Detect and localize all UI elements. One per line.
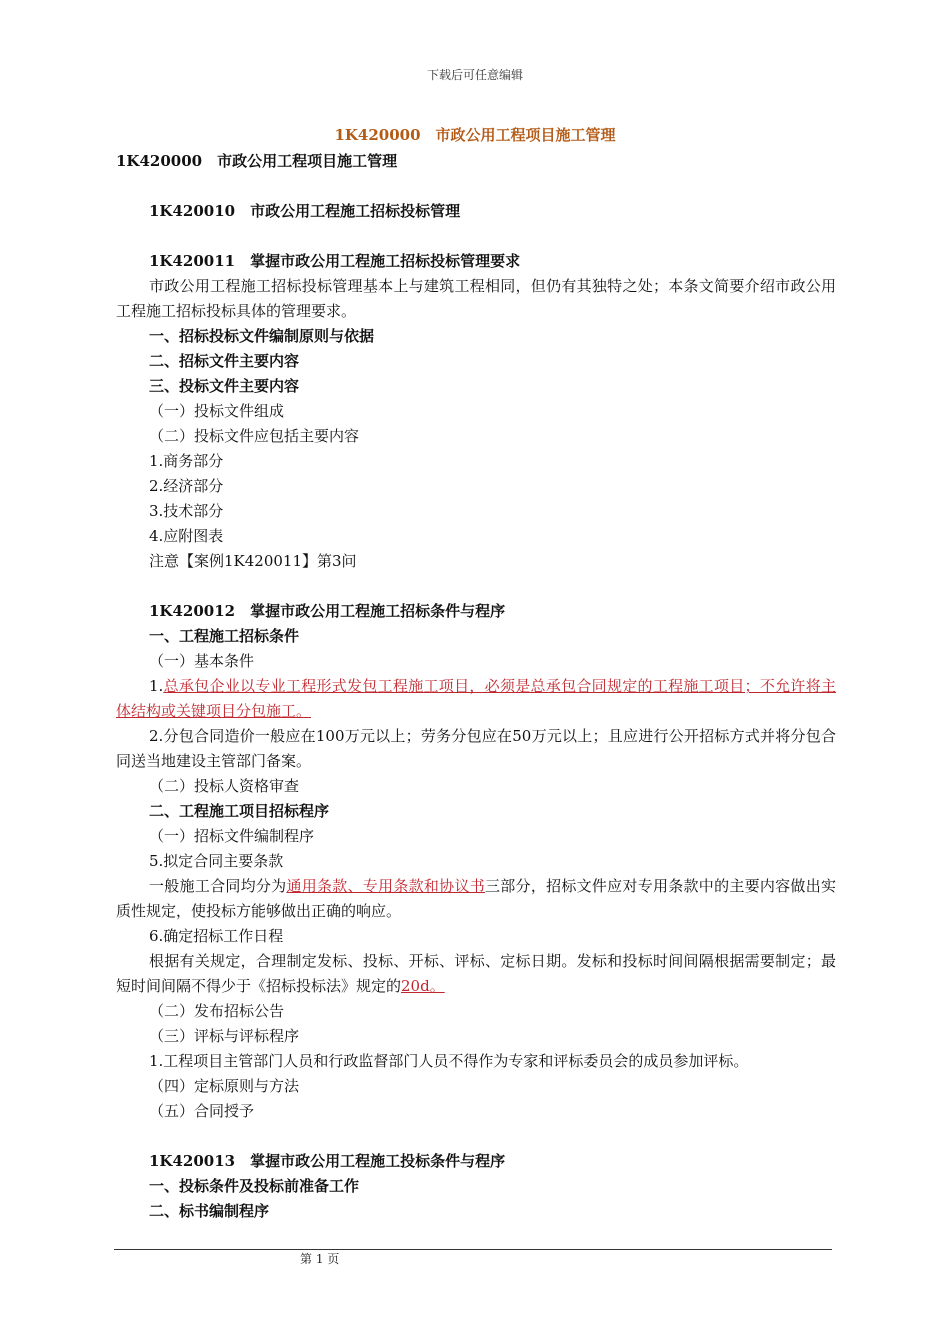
highlighted-text: 总承包企业以专业工程形式发包工程施工项目，必须是总承包合同规定的工程施工项目；不允许将主体结构或关键项目分包施工。 <box>116 677 836 720</box>
subsection-heading: 1K420011 掌握市政公用工程施工招标投标管理要求 <box>149 252 521 270</box>
chapter-heading: 1K420000 市政公用工程项目施工管理 <box>116 152 398 170</box>
text-run: 根据有关规定，合理制定发标、投标、开标、评标、定标日期。发标和投标时间间隔根据需要制定；最短时间间隔不得少于《招标投标法》规定的 <box>116 952 836 995</box>
list-item: （二）投标文件应包括主要内容 <box>149 427 360 445</box>
list-item: （一）基本条件 <box>149 652 255 670</box>
text-run: 三部分，招标文件应对专用条款中的主要内容做出实质性规定，使投标方能够做出正确的响应。 <box>116 877 836 920</box>
list-item: （三）评标与评标程序 <box>149 1027 300 1045</box>
paragraph <box>116 949 836 999</box>
highlighted-text: 20d。 <box>401 977 445 995</box>
list-heading: 一、投标条件及投标前准备工作 <box>149 1177 360 1195</box>
subsection-heading: 1K420013 掌握市政公用工程施工投标条件与程序 <box>149 1152 506 1170</box>
list-item: （四）定标原则与方法 <box>149 1077 300 1095</box>
list-item: 1.工程项目主管部门人员和行政监督部门人员不得作为专家和评标委员会的成员参加评标。 <box>149 1052 749 1070</box>
highlighted-text: 通用条款、专用条款和协议书 <box>286 877 485 895</box>
paragraph: 2.分包合同造价一般应在100万元以上；劳务分包应在50万元以上；且应进行公开招标方式并将分包合同送当地建设主管部门备案。 <box>116 727 836 770</box>
highlighted-paragraph <box>116 674 836 724</box>
list-item: 6.确定招标工作日程 <box>149 927 284 945</box>
list-item: （二）投标人资格审查 <box>149 777 300 795</box>
list-item: （五）合同授予 <box>149 1102 255 1120</box>
list-item: 5.拟定合同主要条款 <box>149 852 284 870</box>
paragraph: 市政公用工程施工招标投标管理基本上与建筑工程相同，但仍有其独特之处；本条文简要介绍市政公用工程施工招标投标具体的管理要求。 <box>116 277 836 320</box>
text-run: 一般施工合同均分为 <box>149 877 287 895</box>
document-body <box>116 149 836 1224</box>
list-heading: 二、工程施工项目招标程序 <box>149 802 330 820</box>
paragraph <box>116 874 836 924</box>
subsection-heading: 1K420012 掌握市政公用工程施工招标条件与程序 <box>149 602 506 620</box>
list-heading: 一、招标投标文件编制原则与依据 <box>149 327 375 345</box>
list-item: 3.技术部分 <box>149 502 224 520</box>
footer-divider <box>114 1249 832 1250</box>
item-number: 1. <box>149 677 164 695</box>
list-item: 1.商务部分 <box>149 452 224 470</box>
list-item: （一）投标文件组成 <box>149 402 285 420</box>
list-heading: 二、招标文件主要内容 <box>149 352 300 370</box>
page-number: 第 1 页 <box>300 1252 340 1266</box>
list-heading: 三、投标文件主要内容 <box>149 377 300 395</box>
section-heading: 1K420010 市政公用工程施工招标投标管理 <box>149 202 461 220</box>
document-title: 1K420000 市政公用工程项目施工管理 <box>334 126 616 144</box>
list-item: 2.经济部分 <box>149 477 224 495</box>
list-heading: 一、工程施工招标条件 <box>149 627 300 645</box>
list-item: （二）发布招标公告 <box>149 1002 285 1020</box>
note-line: 注意【案例1K420011】第3问 <box>149 552 357 570</box>
list-item: （一）招标文件编制程序 <box>149 827 315 845</box>
header-note: 下载后可任意编辑 <box>426 68 523 82</box>
list-heading: 二、标书编制程序 <box>149 1202 270 1220</box>
list-item: 4.应附图表 <box>149 527 224 545</box>
